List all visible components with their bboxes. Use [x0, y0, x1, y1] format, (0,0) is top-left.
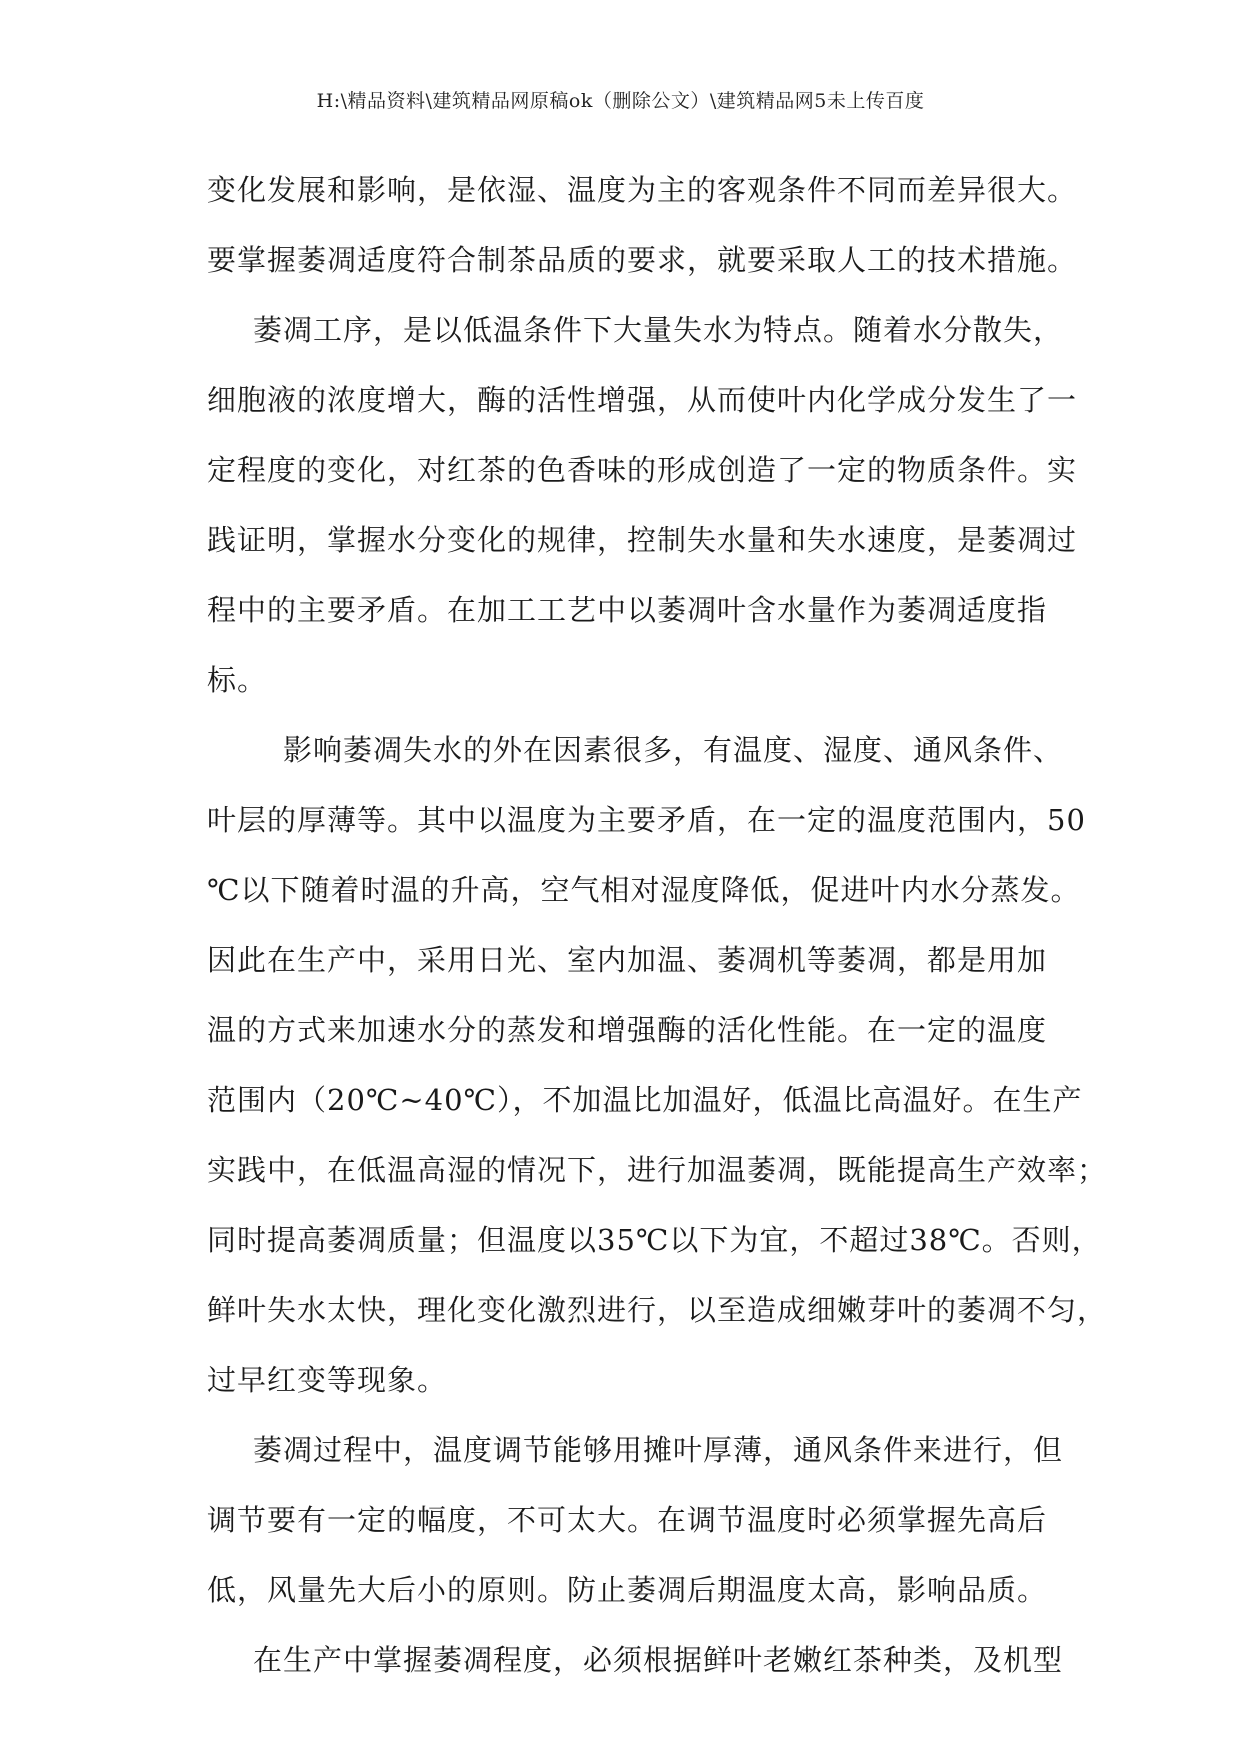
- text-line: 范围内（20℃~40℃），不加温比加温好，低温比高温好。在生产: [207, 1083, 1083, 1117]
- text-line: 因此在生产中，采用日光、室内加温、萎凋机等萎凋，都是用加: [207, 943, 1048, 977]
- text-line: 萎凋工序，是以低温条件下大量失水为特点。随着水分散失，: [253, 313, 1064, 347]
- text-line: 践证明，掌握水分变化的规律，控制失水量和失水速度，是萎凋过: [207, 523, 1078, 557]
- text-line: 低，风量先大后小的原则。防止萎凋后期温度太高，影响品质。: [207, 1573, 1048, 1607]
- text-line: ℃以下随着时温的升高，空气相对湿度降低，促进叶内水分蒸发。: [207, 873, 1081, 907]
- text-line: 过早红变等现象。: [207, 1363, 448, 1397]
- text-line: 鲜叶失水太快，理化变化激烈进行，以至造成细嫩芽叶的萎凋不匀，: [207, 1293, 1108, 1327]
- text-line: 叶层的厚薄等。其中以温度为主要矛盾，在一定的温度范围内，50: [207, 803, 1086, 837]
- text-line: 标。: [207, 663, 268, 697]
- text-line: 细胞液的浓度增大，酶的活性增强，从而使叶内化学成分发生了一: [207, 383, 1078, 417]
- text-line: 在生产中掌握萎凋程度，必须根据鲜叶老嫩红茶种类，及机型: [253, 1643, 1064, 1677]
- text-line: 变化发展和影响，是依湿、温度为主的客观条件不同而差异很大。: [207, 173, 1078, 207]
- text-line: 调节要有一定的幅度，不可太大。在调节温度时必须掌握先高后: [207, 1503, 1048, 1537]
- text-line: 同时提高萎凋质量；但温度以35℃以下为宜，不超过38℃。否则，: [207, 1223, 1102, 1257]
- document-body: [207, 155, 1108, 1695]
- text-line: 定程度的变化，对红茶的色香味的形成创造了一定的物质条件。实: [207, 453, 1078, 487]
- text-line: 温的方式来加速水分的蒸发和增强酶的活化性能。在一定的温度: [207, 1013, 1048, 1047]
- text-line: 萎凋过程中，温度调节能够用摊叶厚薄，通风条件来进行，但: [253, 1433, 1064, 1467]
- text-line: 程中的主要矛盾。在加工工艺中以萎凋叶含水量作为萎凋适度指: [207, 593, 1048, 627]
- text-line: 实践中，在低温高湿的情况下，进行加温萎凋，既能提高生产效率；: [207, 1153, 1108, 1187]
- page-header-path: H:\精品资料\建筑精品网原稿ok（删除公文）\建筑精品网5未上传百度: [316, 90, 925, 112]
- text-line: 要掌握萎凋适度符合制茶品质的要求，就要采取人工的技术措施。: [207, 243, 1078, 277]
- text-line: 影响萎凋失水的外在因素很多，有温度、湿度、通风条件、: [283, 733, 1064, 767]
